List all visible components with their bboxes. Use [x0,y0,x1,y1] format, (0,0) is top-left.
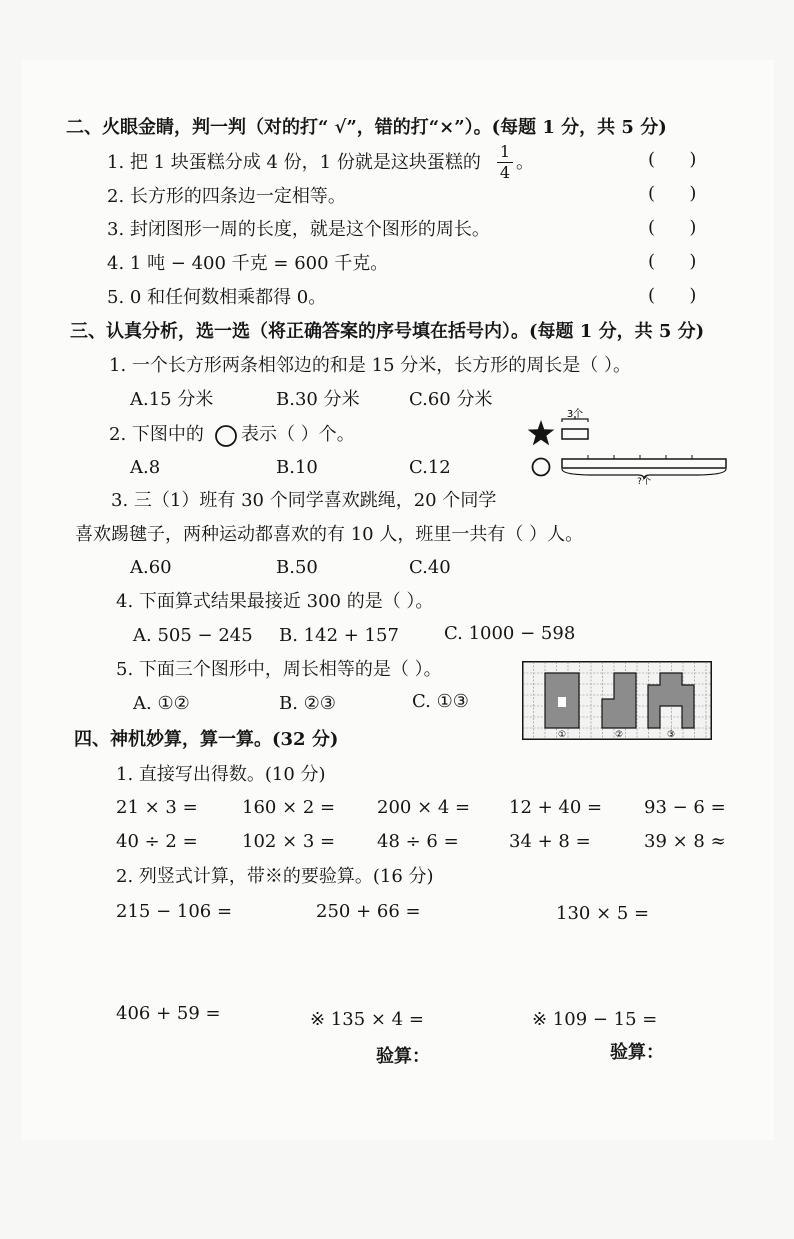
judge-item-5: 5. 0 和任何数相乘都得 0。 [107,287,327,308]
choice-q3-option-a[interactable]: A.60 [130,557,172,578]
star-circle-bar-diagram [524,405,734,485]
star-bar [562,429,588,439]
circle-bar [562,459,726,468]
vertical-calc-6: ※ 109 − 15 = [532,1009,658,1030]
fraction-numerator: 1 [499,142,511,161]
oral-calc-8: 48 ÷ 6 = [377,831,459,852]
vertical-calc-1: 215 − 106 = [116,901,233,922]
answer-paren-4[interactable]: ( ) [648,251,697,272]
choice-q1-option-a[interactable]: A.15 分米 [130,389,214,410]
circle-icon [533,459,550,476]
vertical-calc-4: 406 + 59 = [116,1003,221,1024]
answer-paren-5[interactable]: ( ) [648,285,697,306]
section4-heading: 四、神机妙算，算一算。(32 分) [74,729,339,750]
choice-q4-stem: 4. 下面算式结果最接近 300 的是（ ）。 [116,591,434,612]
choice-q1-stem: 1. 一个长方形两条相邻边的和是 15 分米，长方形的周长是（ ）。 [109,355,631,376]
oral-calc-1: 21 × 3 = [116,797,198,818]
choice-q5-stem: 5. 下面三个图形中，周长相等的是（ ）。 [116,659,442,680]
check-label-2: 验算： [610,1042,664,1063]
choice-q4-option-b[interactable]: B. 142 + 157 [279,625,399,646]
circle-symbol-icon [213,423,239,449]
choice-q5-option-c[interactable]: C. ①③ [412,691,469,712]
fraction-one-quarter [497,143,513,182]
star-icon [528,420,555,445]
answer-paren-1[interactable]: ( ) [648,149,697,170]
judge-item-1: 1. 把 1 块蛋糕分成 4 份，1 份就是这块蛋糕的 [107,152,481,173]
judge-item-2: 2. 长方形的四条边一定相等。 [107,186,346,207]
answer-paren-3[interactable]: ( ) [648,217,697,238]
calc-part1-title: 1. 直接写出得数。(10 分) [116,764,326,785]
choice-q2-stem-after: 表示（ ）个。 [241,424,355,445]
choice-q3-stem-line2: 喜欢踢毽子，两种运动都喜欢的有 10 人，班里一共有（ ）人。 [75,524,584,545]
fraction-denominator: 4 [499,163,511,182]
oral-calc-9: 34 + 8 = [509,831,591,852]
choice-q4-option-c[interactable]: C. 1000 − 598 [444,623,576,644]
calc-part2-title: 2. 列竖式计算，带※的要验算。(16 分) [116,866,434,887]
shape-1-label: ① [557,730,567,740]
oral-calc-7: 102 × 3 = [242,831,336,852]
section3-heading: 三、认真分析，选一选（将正确答案的序号填在括号内）。(每题 1 分，共 5 分) [70,321,705,342]
vertical-calc-3: 130 × 5 = [556,903,650,924]
shape-3-label: ③ [666,730,676,740]
choice-q2-option-b[interactable]: B.10 [276,457,318,478]
vertical-calc-5: ※ 135 × 4 = [310,1009,424,1030]
choice-q5-option-b[interactable]: B. ②③ [279,693,336,714]
oral-calc-2: 160 × 2 = [242,797,336,818]
choice-q4-option-a[interactable]: A. 505 − 245 [133,625,253,646]
choice-q2-option-c[interactable]: C.12 [409,457,451,478]
perimeter-grid-figure [522,661,712,740]
choice-q3-stem-line1: 3. 三（1）班有 30 个同学喜欢跳绳，20 个同学 [111,490,497,511]
star-count-label: 3个 [566,409,584,420]
oral-calc-4: 12 + 40 = [509,797,603,818]
choice-q1-option-b[interactable]: B.30 分米 [276,389,360,410]
circle-count-label: ?个 [637,477,651,485]
oral-calc-5: 93 − 6 = [644,797,726,818]
oral-calc-6: 40 ÷ 2 = [116,831,198,852]
judge-item-3: 3. 封闭图形一周的长度，就是这个图形的周长。 [107,219,490,240]
oral-calc-3: 200 × 4 = [377,797,471,818]
shape-2-label: ② [614,730,624,740]
choice-q5-option-a[interactable]: A. ①② [133,693,190,714]
oral-calc-10: 39 × 8 ≈ [644,831,726,852]
judge-item-1-end: 。 [516,152,534,173]
choice-q1-option-c[interactable]: C.60 分米 [409,389,493,410]
check-label-1: 验算： [376,1046,430,1067]
section2-heading: 二、火眼金睛，判一判（对的打“ √”，错的打“×”）。(每题 1 分，共 5 分) [66,117,667,138]
choice-q3-option-b[interactable]: B.50 [276,557,318,578]
judge-item-4: 4. 1 吨 − 400 千克 = 600 千克。 [107,253,389,274]
vertical-calc-2: 250 + 66 = [316,901,421,922]
answer-paren-2[interactable]: ( ) [648,183,697,204]
choice-q3-option-c[interactable]: C.40 [409,557,451,578]
choice-q2-stem-before: 2. 下图中的 [109,424,204,445]
choice-q2-option-a[interactable]: A.8 [130,457,161,478]
